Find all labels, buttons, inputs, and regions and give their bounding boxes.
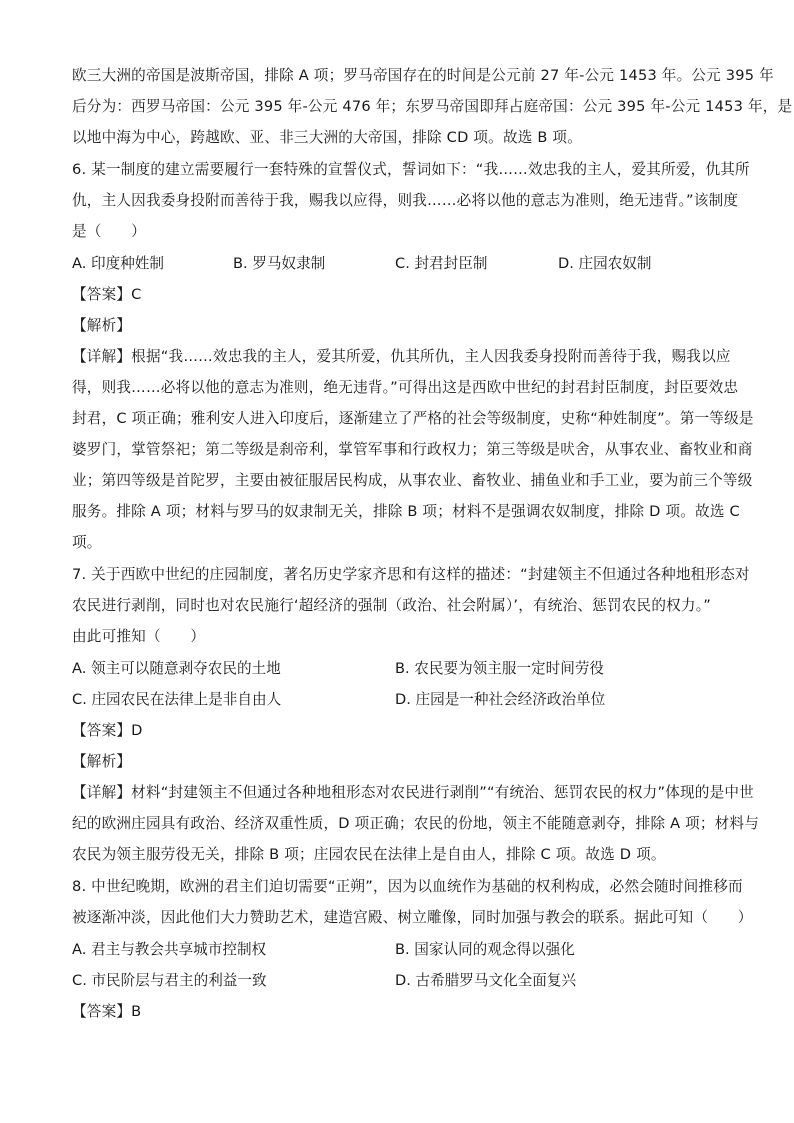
q7-answer: 【答案】D [72, 722, 143, 739]
q6-stem-line: 是（ ） [72, 223, 146, 240]
q7-option-a: A. 领主可以随意剥夺农民的土地 [72, 660, 281, 677]
q6-detail-line: 服务。排除 A 项；材料与罗马的奴隶制无关，排除 B 项；材料不是强调农奴制度，排除 D 项。故选 C [72, 503, 740, 520]
q6-option-a: A. 印度种姓制 [72, 255, 164, 272]
q6-answer: 【答案】C [72, 286, 142, 303]
q6-analysis-label: 【解析】 [72, 317, 132, 334]
q6-detail-line: 【详解】根据“我……效忠我的主人，爱其所爱，仇其所仇，主人因我委身投附而善待于我，赐我以应 [72, 348, 731, 365]
q6-option-b: B. 罗马奴隶制 [233, 255, 326, 272]
q7-stem-line: 由此可推知（ ） [72, 628, 206, 645]
q8-option-b: B. 国家认同的观念得以强化 [395, 941, 575, 958]
q7-detail-line: 农民为领主服劳役无关，排除 B 项；庄园农民在法律上是自由人，排除 C 项。故选 D 项。 [72, 846, 666, 863]
q8-stem-line: 8. 中世纪晚期，欧洲的君主们迫切需要“正朔”，因为以血统作为基础的权利构成，必然会随时间推移而 [72, 878, 743, 895]
q6-option-c: C. 封君封臣制 [395, 255, 488, 272]
q7-detail-line: 纪的欧洲庄园具有政治、经济双重性质，D 项正确；农民的份地，领主不能随意剥夺，排除 A 项；材料与 [72, 815, 760, 832]
intro-line: 欧三大洲的帝国是波斯帝国，排除 A 项；罗马帝国存在的时间是公元前 27 年-公元 1453 年。公元 395 年 [72, 67, 774, 84]
intro-line: 后分为：西罗马帝国：公元 395 年-公元 476 年；东罗马帝国即拜占庭帝国：公元 395 年-公元 1453 年，是 [72, 98, 793, 115]
q6-option-d: D. 庄园农奴制 [558, 255, 652, 272]
q8-stem-line: 被逐渐冲淡，因此他们大力赞助艺术，建造宫殿、树立雕像，同时加强与教会的联系。据此可知（ ） [72, 909, 753, 926]
intro-line: 以地中海为中心，跨越欧、亚、非三大洲的大帝国，排除 CD 项。故选 B 项。 [72, 129, 583, 146]
q7-detail-line: 【详解】材料“封建领主不但通过各种地租形态对农民进行剥削”“有统治、惩罚农民的权力”体现的是中世 [72, 784, 754, 801]
q8-option-a: A. 君主与教会共享城市控制权 [72, 941, 267, 958]
q6-detail-line: 封君，C 项正确；雅利安人进入印度后，逐渐建立了严格的社会等级制度，史称“种姓制度”。第一等级是 [72, 410, 754, 427]
q7-stem-line: 7. 关于西欧中世纪的庄园制度，著名历史学家齐思和有这样的描述：“封建领主不但通过各种地租形态对 [72, 566, 750, 583]
q7-option-b: B. 农民要为领主服一定时间劳役 [395, 660, 605, 677]
q6-detail-line: 婆罗门，掌管祭祀；第二等级是刹帝利，掌管军事和行政权力；第三等级是吠舍，从事农业、畜牧业和商 [72, 441, 753, 458]
q8-answer: 【答案】B [72, 1003, 142, 1020]
q6-stem-line: 仇，主人因我委身投附而善待于我，赐我以应得，则我……必将以他的意志为准则，绝无违背。”该制度 [72, 192, 739, 209]
q8-option-d: D. 古希腊罗马文化全面复兴 [395, 972, 577, 989]
q7-option-d: D. 庄园是一种社会经济政治单位 [395, 691, 606, 708]
q6-detail-line: 得，则我……必将以他的意志为准则，绝无违背。”可得出这是西欧中世纪的封君封臣制度，封臣要效忠 [72, 379, 739, 396]
q8-option-c: C. 市民阶层与君主的利益一致 [72, 972, 267, 989]
q7-option-c: C. 庄园农民在法律上是非自由人 [72, 691, 282, 708]
q6-detail-line: 业；第四等级是首陀罗，主要由被征服居民构成，从事农业、畜牧业、捕鱼业和手工业，要为前三个等级 [72, 472, 753, 489]
q6-detail-line: 项。 [72, 534, 102, 551]
q7-stem-line: 农民进行剥削，同时也对农民施行‘超经济的强制（政治、社会附属）’，有统治、惩罚农民的权力。” [72, 597, 711, 614]
q7-analysis-label: 【解析】 [72, 753, 132, 770]
q6-stem-line: 6. 某一制度的建立需要履行一套特殊的宣誓仪式，誓词如下：“我……效忠我的主人，爱其所爱，仇其所 [72, 161, 750, 178]
